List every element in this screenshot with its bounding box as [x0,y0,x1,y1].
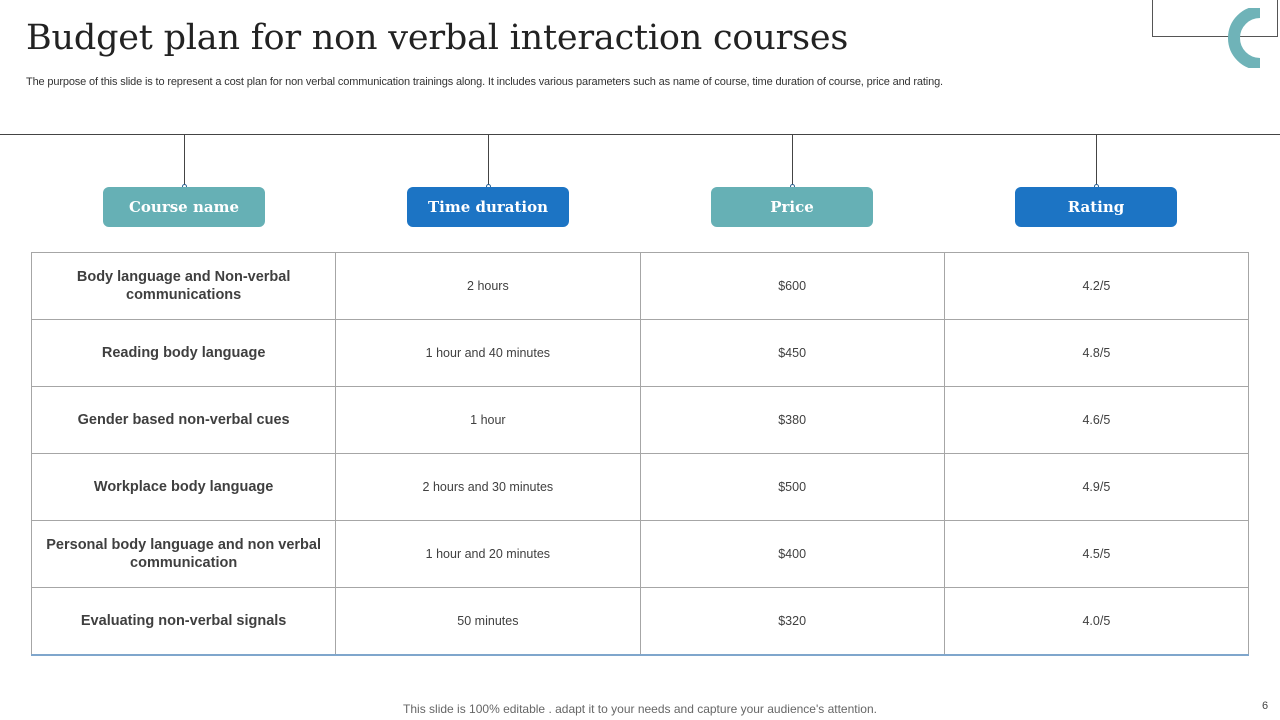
rating-cell: 4.6/5 [944,387,1248,454]
duration-cell: 2 hours [336,253,640,320]
connector-line [488,135,489,187]
rating-cell: 4.5/5 [944,521,1248,588]
price-cell: $380 [640,387,944,454]
course-name-cell: Reading body language [32,320,336,387]
column-header-rating: Rating [1015,187,1177,227]
table-row [32,320,1249,387]
rating-cell: 4.9/5 [944,454,1248,521]
table-row [32,521,1249,588]
course-name-cell: Evaluating non-verbal signals [32,588,336,655]
footer-note: This slide is 100% editable . adapt it to your needs and capture your audience's attention. [403,702,877,716]
corner-arc-decor [1210,8,1262,68]
column-header-price: Price [711,187,873,227]
duration-cell: 1 hour and 20 minutes [336,521,640,588]
column-header-time-duration: Time duration [407,187,569,227]
rating-cell: 4.8/5 [944,320,1248,387]
connector-line [792,135,793,187]
table-row [32,454,1249,521]
table-row [32,588,1249,655]
page-subtitle: The purpose of this slide is to represent a cost plan for non verbal communication trainings along. It includes various parameters such as name of course, time duration of course, price and rating. [26,76,943,88]
course-name-cell: Body language and Non-verbal communications [32,253,336,320]
duration-cell: 1 hour and 40 minutes [336,320,640,387]
table-row [32,387,1249,454]
header-divider [0,134,1280,135]
course-name-cell: Gender based non-verbal cues [32,387,336,454]
price-cell: $400 [640,521,944,588]
price-cell: $450 [640,320,944,387]
course-name-cell: Personal body language and non verbal communication [32,521,336,588]
duration-cell: 1 hour [336,387,640,454]
connector-line [1096,135,1097,187]
connector-line [184,135,185,187]
table-row [32,253,1249,320]
page-number: 6 [1262,700,1269,712]
budget-table [31,252,1249,656]
rating-cell: 4.0/5 [944,588,1248,655]
course-name-cell: Workplace body language [32,454,336,521]
page-title: Budget plan for non verbal interaction courses [26,18,849,58]
duration-cell: 50 minutes [336,588,640,655]
rating-cell: 4.2/5 [944,253,1248,320]
price-cell: $500 [640,454,944,521]
price-cell: $320 [640,588,944,655]
duration-cell: 2 hours and 30 minutes [336,454,640,521]
price-cell: $600 [640,253,944,320]
column-header-course-name: Course name [103,187,265,227]
